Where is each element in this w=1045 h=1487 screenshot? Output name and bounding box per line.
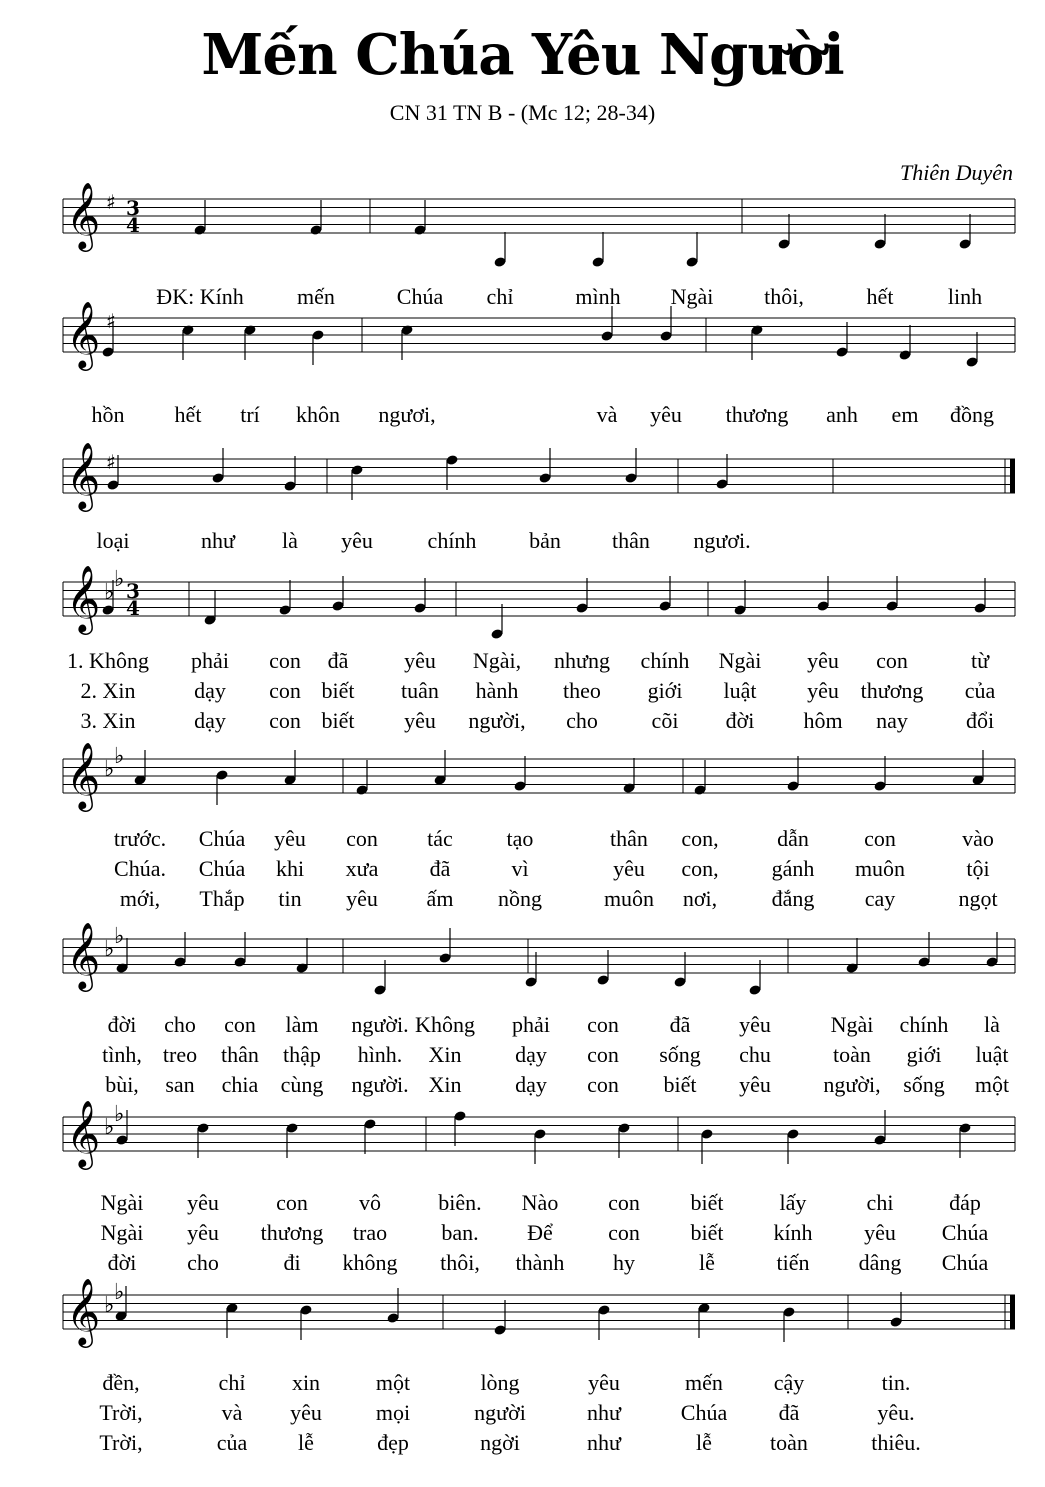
lyric-syllable: người, bbox=[468, 708, 526, 733]
lyric-syllable: trí bbox=[240, 402, 260, 427]
lyric-syllable: mọi bbox=[375, 1400, 411, 1425]
lyric-syllable: theo bbox=[563, 678, 601, 703]
lyric-syllable: lễ bbox=[699, 1250, 715, 1275]
lyric-syllable: của bbox=[964, 678, 996, 703]
lyric-syllable: thương bbox=[860, 678, 924, 703]
time-signature-top: 3 bbox=[126, 196, 140, 220]
lyric-syllable: tác bbox=[427, 826, 453, 851]
treble-clef-icon: 𝄞 bbox=[66, 921, 101, 989]
lyric-syllable: yêu bbox=[739, 1072, 771, 1097]
time-signature-top: 3 bbox=[126, 579, 140, 603]
lyric-syllable: Chúa bbox=[396, 284, 444, 309]
lyric-syllable: xin bbox=[291, 1370, 321, 1395]
lyric-syllable: luật bbox=[975, 1042, 1009, 1067]
song-title: Mến Chúa Yêu Người bbox=[201, 22, 844, 88]
lyric-syllable: lễ bbox=[298, 1430, 314, 1455]
treble-clef-icon: 𝄞 bbox=[66, 441, 101, 509]
flat-icon: ♭ bbox=[104, 757, 115, 782]
lyric-syllable: nơi, bbox=[682, 886, 718, 911]
lyric-syllable: Chúa. bbox=[114, 856, 166, 881]
lyric-line bbox=[0, 1430, 1045, 1458]
lyric-syllable: lễ bbox=[696, 1430, 712, 1455]
lyric-syllable: đền, bbox=[102, 1370, 140, 1395]
lyric-syllable: con, bbox=[681, 856, 719, 881]
lyric-syllable: đời bbox=[107, 1250, 137, 1275]
lyric-syllable: sống bbox=[903, 1072, 945, 1097]
lyric-syllable: thôi, bbox=[764, 284, 804, 309]
lyric-syllable: vì bbox=[511, 856, 529, 881]
lyric-syllable: là bbox=[282, 528, 298, 553]
lyric-syllable: thân bbox=[221, 1042, 259, 1067]
lyric-syllable: gánh bbox=[771, 856, 815, 881]
lyric-syllable: thôi, bbox=[440, 1250, 480, 1275]
lyric-syllable: chi bbox=[866, 1190, 894, 1215]
lyric-syllable: 1. Không bbox=[67, 648, 149, 673]
lyric-syllable: san bbox=[165, 1072, 195, 1097]
lyric-syllable: con, bbox=[681, 826, 719, 851]
lyric-syllable: cậy bbox=[773, 1370, 805, 1395]
lyric-syllable: nhưng bbox=[554, 648, 610, 673]
lyric-syllable: mến bbox=[685, 1370, 723, 1395]
lyric-syllable: yêu bbox=[290, 1400, 322, 1425]
lyric-syllable: con bbox=[876, 648, 908, 673]
lyric-syllable: đời bbox=[107, 1012, 137, 1037]
lyric-syllable: 3. Xin bbox=[80, 708, 136, 733]
lyric-line bbox=[0, 1370, 1045, 1398]
treble-clef-icon: 𝄞 bbox=[66, 1099, 101, 1167]
lyric-syllable: đã bbox=[327, 648, 349, 673]
lyric-syllable: thành bbox=[515, 1250, 565, 1275]
lyric-syllable: Xin bbox=[428, 1042, 462, 1067]
lyric-syllable: yêu bbox=[650, 402, 682, 427]
lyric-syllable: biết bbox=[321, 708, 355, 733]
lyric-syllable: dạy bbox=[194, 678, 226, 703]
lyric-syllable: Trời, bbox=[99, 1430, 143, 1455]
lyric-syllable: Ngài, bbox=[472, 648, 522, 673]
lyric-syllable: Nào bbox=[521, 1190, 559, 1215]
lyric-syllable: Thắp bbox=[199, 886, 245, 911]
lyric-syllable: ĐK: Kính bbox=[156, 284, 244, 309]
sharp-icon: ♯ bbox=[106, 309, 116, 333]
lyric-syllable: biết bbox=[690, 1190, 724, 1215]
flat-icon: ♭ bbox=[114, 567, 125, 592]
lyric-syllable: Chúa bbox=[198, 826, 246, 851]
lyric-syllable: bùi, bbox=[105, 1072, 139, 1097]
lyric-syllable: mình bbox=[575, 284, 621, 309]
lyric-syllable: ngời bbox=[480, 1430, 520, 1455]
lyric-syllable: biết bbox=[690, 1220, 724, 1245]
song-subtitle: CN 31 TN B - (Mc 12; 28-34) bbox=[389, 100, 656, 125]
lyric-syllable: hồn bbox=[91, 402, 125, 427]
lyric-syllable: thân bbox=[612, 528, 650, 553]
lyric-syllable: Chúa bbox=[941, 1220, 989, 1245]
lyric-syllable: Ngài bbox=[100, 1220, 144, 1245]
lyric-syllable: tin. bbox=[881, 1370, 911, 1395]
lyric-syllable: không bbox=[342, 1250, 398, 1275]
lyric-syllable: cho bbox=[187, 1250, 219, 1275]
lyric-syllable: hôm bbox=[803, 708, 843, 733]
lyric-syllable: xưa bbox=[345, 856, 379, 881]
flat-icon: ♭ bbox=[104, 1293, 115, 1318]
lyric-syllable: hết bbox=[174, 402, 202, 427]
lyric-syllable: phải bbox=[191, 648, 229, 673]
lyric-syllable: giới bbox=[647, 678, 683, 703]
lyric-syllable: chính bbox=[427, 528, 477, 553]
lyric-syllable: yêu bbox=[187, 1190, 219, 1215]
lyric-syllable: cay bbox=[864, 886, 896, 911]
lyric-syllable: đi bbox=[283, 1250, 301, 1275]
time-signature-bottom: 4 bbox=[126, 596, 140, 620]
flat-icon: ♭ bbox=[104, 580, 115, 605]
lyric-syllable: cõi bbox=[651, 708, 679, 733]
lyric-syllable: đắng bbox=[771, 886, 815, 911]
lyric-syllable: nồng bbox=[498, 886, 542, 911]
lyric-syllable: yêu bbox=[404, 708, 436, 733]
lyric-syllable: hành bbox=[475, 678, 519, 703]
flat-icon: ♭ bbox=[114, 924, 125, 949]
flat-icon: ♭ bbox=[114, 1102, 125, 1127]
lyric-syllable: yêu bbox=[613, 856, 645, 881]
treble-clef-icon: 𝄞 bbox=[66, 564, 101, 632]
lyric-syllable: con bbox=[864, 826, 896, 851]
lyric-syllable: loại bbox=[96, 528, 130, 553]
lyric-syllable: mến bbox=[297, 284, 335, 309]
lyric-syllable: tuân bbox=[401, 678, 439, 703]
lyric-syllable: tiến bbox=[776, 1250, 810, 1275]
lyric-syllable: 2. Xin bbox=[80, 678, 136, 703]
lyric-syllable: thương bbox=[260, 1220, 324, 1245]
lyric-syllable: thiêu. bbox=[871, 1430, 921, 1455]
lyric-syllable: là bbox=[984, 1012, 1000, 1037]
lyric-syllable: làm bbox=[285, 1012, 319, 1037]
lyric-syllable: con bbox=[608, 1190, 640, 1215]
lyric-syllable: Ngài bbox=[100, 1190, 144, 1215]
lyric-syllable: cho bbox=[566, 708, 598, 733]
lyric-syllable: vô bbox=[359, 1190, 381, 1215]
lyric-syllable: tình, bbox=[102, 1042, 142, 1067]
lyric-syllable: đời bbox=[725, 708, 755, 733]
flat-icon: ♭ bbox=[104, 937, 115, 962]
lyric-syllable: chia bbox=[221, 1072, 259, 1097]
lyric-syllable: người, bbox=[823, 1072, 881, 1097]
lyric-syllable: yêu bbox=[807, 648, 839, 673]
lyric-syllable: biên. bbox=[438, 1190, 482, 1215]
lyric-syllable: vào bbox=[962, 826, 994, 851]
lyric-syllable: của bbox=[216, 1430, 248, 1455]
lyric-syllable: biết bbox=[663, 1072, 697, 1097]
lyric-syllable: Không bbox=[415, 1012, 475, 1037]
lyric-syllable: yêu bbox=[346, 886, 378, 911]
lyric-syllable: con bbox=[269, 678, 301, 703]
lyric-syllable: đáp bbox=[949, 1190, 981, 1215]
lyric-syllable: luật bbox=[723, 678, 757, 703]
lyric-syllable: đồng bbox=[950, 402, 994, 427]
lyric-syllable: tạo bbox=[506, 826, 534, 851]
lyric-syllable: chính bbox=[640, 648, 690, 673]
lyric-syllable: giới bbox=[906, 1042, 942, 1067]
lyric-syllable: con bbox=[224, 1012, 256, 1037]
lyric-syllable: sống bbox=[659, 1042, 701, 1067]
lyric-syllable: biết bbox=[321, 678, 355, 703]
lyric-syllable: thân bbox=[610, 826, 648, 851]
lyric-syllable: Để bbox=[527, 1220, 553, 1245]
lyric-syllable: yêu bbox=[739, 1012, 771, 1037]
lyric-syllable: Ngài bbox=[830, 1012, 874, 1037]
flat-icon: ♭ bbox=[104, 1115, 115, 1140]
lyric-syllable: tin bbox=[278, 886, 302, 911]
lyric-syllable: con bbox=[346, 826, 378, 851]
lyric-syllable: ngươi, bbox=[378, 402, 436, 427]
flat-icon: ♭ bbox=[114, 1280, 125, 1305]
lyric-syllable: anh bbox=[826, 402, 858, 427]
time-signature-bottom: 4 bbox=[126, 213, 140, 237]
lyric-syllable: chu bbox=[739, 1042, 771, 1067]
lyric-syllable: chính bbox=[899, 1012, 949, 1037]
lyric-syllable: như bbox=[587, 1430, 621, 1455]
lyric-syllable: muôn bbox=[603, 886, 655, 911]
treble-clef-icon: 𝄞 bbox=[66, 181, 101, 249]
lyric-syllable: kính bbox=[773, 1220, 813, 1245]
lyric-syllable: treo bbox=[162, 1042, 198, 1067]
lyric-syllable: ban. bbox=[441, 1220, 479, 1245]
lyric-syllable: yêu. bbox=[877, 1400, 915, 1425]
lyric-syllable: chỉ bbox=[218, 1370, 246, 1395]
lyric-syllable: và bbox=[596, 402, 618, 427]
lyric-syllable: trao bbox=[352, 1220, 388, 1245]
lyric-syllable: toàn bbox=[833, 1042, 871, 1067]
lyric-syllable: thương bbox=[725, 402, 789, 427]
lyric-syllable: dạy bbox=[194, 708, 226, 733]
lyric-syllable: dạy bbox=[515, 1072, 547, 1097]
lyric-syllable: khôn bbox=[296, 402, 340, 427]
lyric-syllable: một bbox=[974, 1072, 1010, 1097]
lyric-syllable: hy bbox=[613, 1250, 635, 1275]
lyric-syllable: yêu bbox=[864, 1220, 896, 1245]
lyric-syllable: Chúa bbox=[680, 1400, 728, 1425]
lyric-syllable: phải bbox=[512, 1012, 550, 1037]
lyric-syllable: nay bbox=[876, 708, 908, 733]
lyric-syllable: đã bbox=[778, 1400, 800, 1425]
lyric-syllable: lòng bbox=[480, 1370, 520, 1395]
lyric-syllable: cùng bbox=[280, 1072, 324, 1097]
lyric-syllable: yêu bbox=[404, 648, 436, 673]
lyric-syllable: con bbox=[608, 1220, 640, 1245]
lyric-line bbox=[0, 1400, 1045, 1428]
lyric-syllable: người. bbox=[351, 1072, 409, 1097]
lyric-syllable: yêu bbox=[274, 826, 306, 851]
lyric-syllable: ngươi. bbox=[693, 528, 751, 553]
lyric-syllable: con bbox=[587, 1042, 619, 1067]
lyric-syllable: đẹp bbox=[377, 1430, 409, 1455]
lyric-syllable: em bbox=[891, 402, 919, 427]
lyric-syllable: con bbox=[587, 1012, 619, 1037]
lyric-syllable: yêu bbox=[341, 528, 373, 553]
treble-clef-icon: 𝄞 bbox=[66, 1277, 101, 1345]
lyric-syllable: và bbox=[221, 1400, 243, 1425]
lyric-syllable: thập bbox=[283, 1042, 321, 1067]
lyric-syllable: Xin bbox=[428, 1072, 462, 1097]
final-barline bbox=[1010, 1295, 1015, 1329]
lyric-syllable: yêu bbox=[187, 1220, 219, 1245]
lyric-syllable: Chúa bbox=[198, 856, 246, 881]
lyric-syllable: Chúa bbox=[941, 1250, 989, 1275]
lyric-syllable: ngọt bbox=[958, 886, 998, 911]
lyric-syllable: con bbox=[587, 1072, 619, 1097]
lyric-syllable: chỉ bbox=[486, 284, 514, 309]
lyric-syllable: lấy bbox=[779, 1190, 807, 1215]
lyric-syllable: dẫn bbox=[777, 826, 809, 851]
treble-clef-icon: 𝄞 bbox=[66, 300, 101, 368]
lyric-syllable: cho bbox=[164, 1012, 196, 1037]
lyric-syllable: khi bbox=[275, 856, 305, 881]
lyric-syllable: bản bbox=[529, 528, 561, 553]
lyric-syllable: một bbox=[375, 1370, 411, 1395]
lyric-syllable: hình. bbox=[357, 1042, 403, 1067]
lyric-syllable: hết bbox=[866, 284, 894, 309]
lyric-syllable: yêu bbox=[807, 678, 839, 703]
lyric-syllable: như bbox=[201, 528, 235, 553]
lyric-syllable: yêu bbox=[588, 1370, 620, 1395]
lyric-syllable: đổi bbox=[965, 708, 995, 733]
lyric-syllable: Trời, bbox=[99, 1400, 143, 1425]
lyric-syllable: dạy bbox=[515, 1042, 547, 1067]
lyric-syllable: người. bbox=[351, 1012, 409, 1037]
lyric-syllable: ấm bbox=[426, 886, 454, 911]
lyric-syllable: Ngài bbox=[718, 648, 762, 673]
sharp-icon: ♯ bbox=[106, 450, 116, 474]
composer-name: Thiên Duyên bbox=[899, 160, 1013, 185]
lyric-syllable: dâng bbox=[858, 1250, 902, 1275]
lyric-syllable: từ bbox=[970, 648, 990, 673]
lyric-syllable: con bbox=[269, 648, 301, 673]
lyric-syllable: đã bbox=[429, 856, 451, 881]
flat-icon: ♭ bbox=[114, 744, 125, 769]
lyric-syllable: con bbox=[269, 708, 301, 733]
lyric-syllable: trước. bbox=[113, 826, 167, 851]
lyric-syllable: con bbox=[276, 1190, 308, 1215]
lyric-syllable: mới, bbox=[119, 886, 161, 911]
lyric-syllable: đã bbox=[669, 1012, 691, 1037]
lyric-syllable: tội bbox=[966, 856, 990, 881]
lyric-syllable: Ngài bbox=[670, 284, 714, 309]
lyric-syllable: người bbox=[474, 1400, 526, 1425]
sharp-icon: ♯ bbox=[106, 190, 116, 214]
lyric-syllable: muôn bbox=[854, 856, 906, 881]
treble-clef-icon: 𝄞 bbox=[66, 741, 101, 809]
lyric-syllable: toàn bbox=[770, 1430, 808, 1455]
lyric-syllable: linh bbox=[947, 284, 983, 309]
lyric-syllable: như bbox=[587, 1400, 621, 1425]
